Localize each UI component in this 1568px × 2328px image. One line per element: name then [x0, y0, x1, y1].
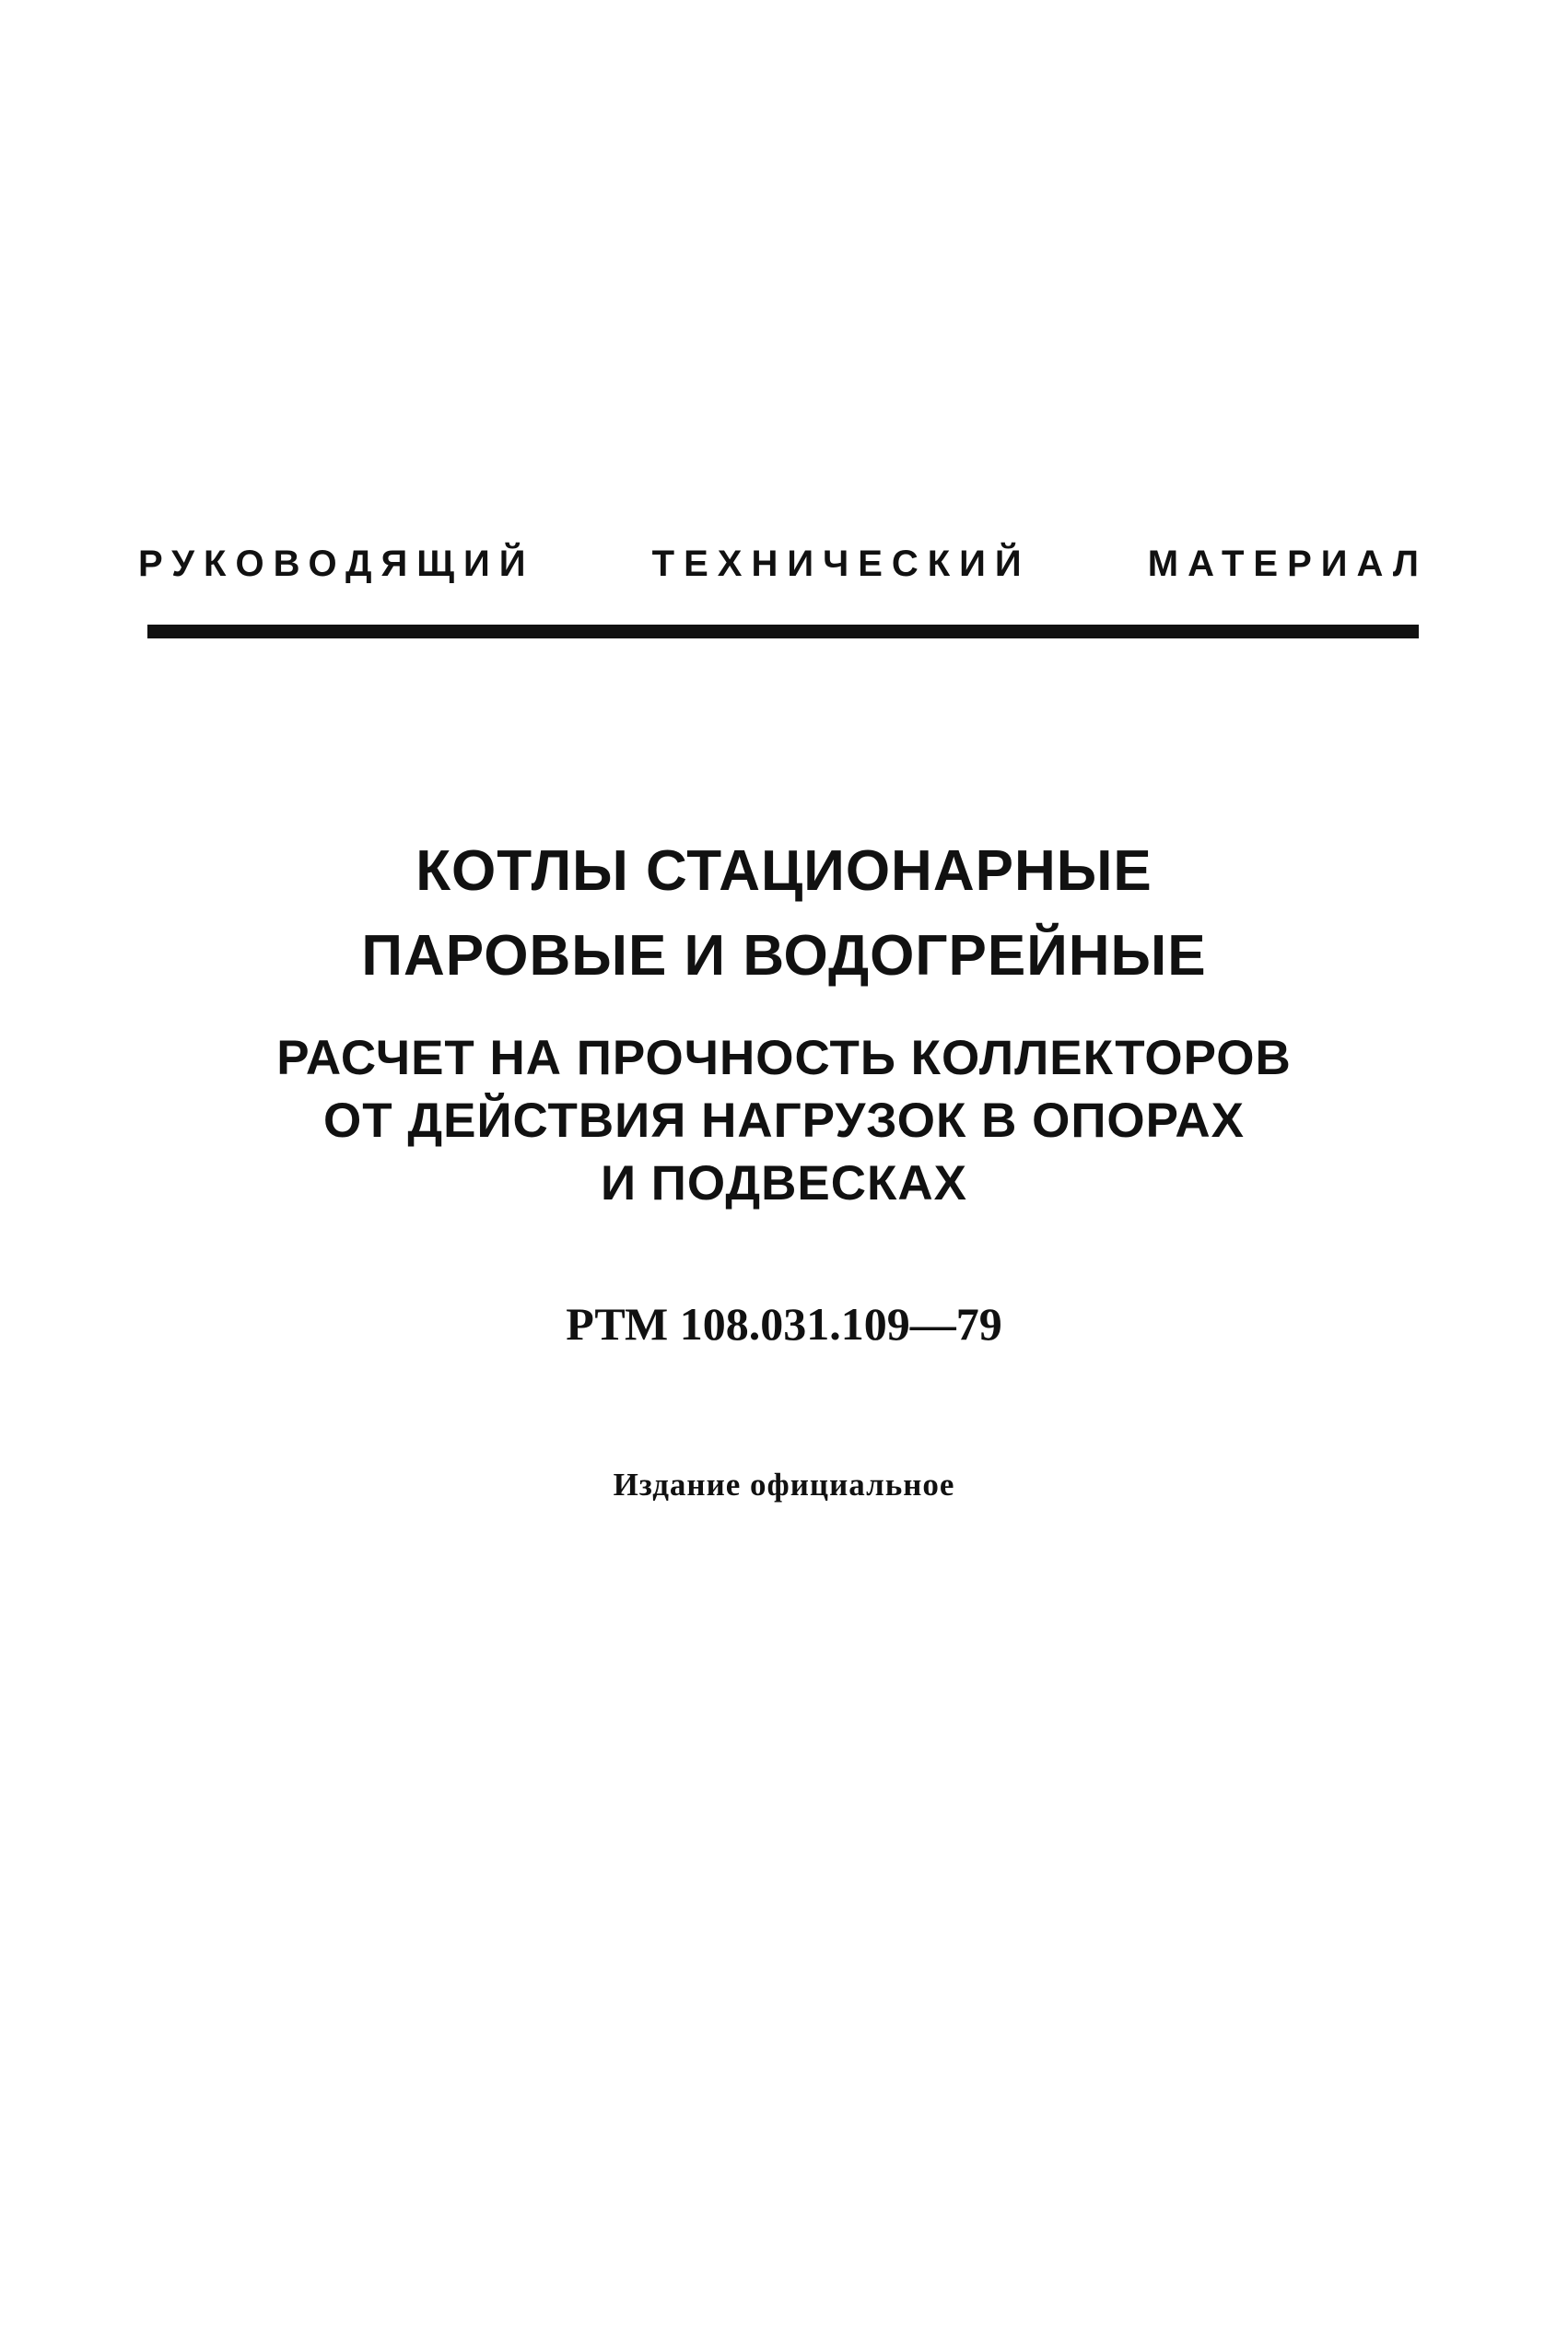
subtitle-line-2: ОТ ДЕЙСТВИЯ НАГРУЗОК В ОПОРАХ: [323, 1094, 1245, 1148]
series-header: [138, 544, 1428, 585]
series-word-2: ТЕХНИЧЕСКИЙ: [651, 544, 1031, 584]
subtitle-line-3: И ПОДВЕСКАХ: [600, 1156, 968, 1211]
title-line-2: ПАРОВЫЕ И ВОДОГРЕЙНЫЕ: [361, 924, 1207, 988]
header-rule: [147, 625, 1419, 638]
document-designation: РТМ 108.031.109—79: [566, 1298, 1002, 1350]
document-title: [0, 829, 1568, 999]
document-subtitle: [0, 1027, 1568, 1215]
title-line-1: КОТЛЫ СТАЦИОНАРНЫЕ: [415, 839, 1153, 903]
edition-note: Издание официальное: [613, 1467, 955, 1503]
series-word-3: МАТЕРИАЛ: [1147, 544, 1428, 584]
series-word-1: РУКОВОДЯЩИЙ: [138, 544, 535, 584]
subtitle-line-1: РАСЧЕТ НА ПРОЧНОСТЬ КОЛЛЕКТОРОВ: [276, 1031, 1292, 1085]
